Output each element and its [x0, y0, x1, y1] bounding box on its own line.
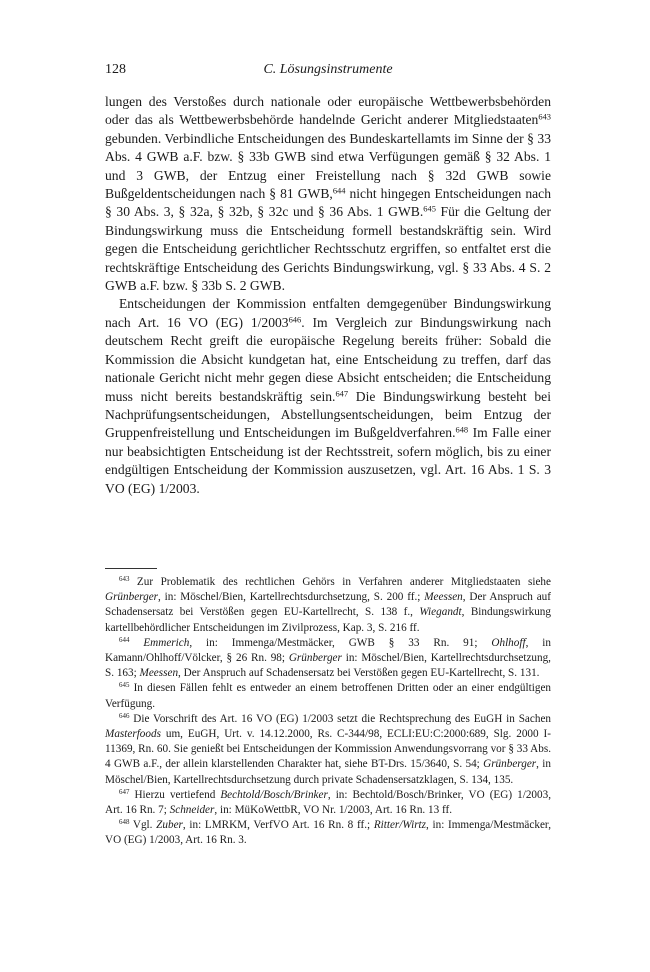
running-head: C. Lösungsinstrumente	[263, 62, 393, 77]
text-run: Hierzu vertiefend	[129, 788, 221, 801]
italic-text: Masterfoods	[105, 728, 161, 741]
text-run: , Bindungswirkung kartellbehördlicher Entscheidungen im Zivilprozess, Kap. 3, S. 216 ff.	[105, 606, 551, 634]
footnote	[105, 681, 551, 711]
text-run: , in Kamann/Ohlhoff/Völcker, § 26 Rn. 98;	[105, 636, 552, 665]
text-run: , in: LMRKM, VerfVO Art. 16 Rn. 8 ff.;	[182, 819, 374, 832]
text-run: Vgl.	[129, 819, 157, 832]
footnote-number: 648	[119, 818, 130, 827]
text-run: , in: Immenga/Mestmäcker, VO (EG) 1/2003, Art. 16 Rn. 3.	[105, 819, 552, 847]
footnote-number: 643	[119, 575, 130, 584]
italic-text: Grünberger	[483, 758, 537, 771]
footnote-ref[interactable]: 646	[288, 314, 302, 325]
text-run: Zur Problematik des rechtlichen Gehörs in Verfahren anderer Mitgliedstaaten siehe	[129, 576, 551, 588]
italic-text: Grünberger	[288, 652, 342, 665]
italic-text: Ohlhoff	[491, 636, 526, 649]
paragraph	[105, 295, 551, 497]
footnote-separator	[105, 568, 157, 569]
footnote	[105, 636, 551, 682]
text-run: nicht hingegen Entscheidungen nach § 30 Abs. 3, § 32a, § 32b, § 32c und § 36 Abs. 1 GWB.	[105, 186, 551, 220]
italic-text: Wiegandt	[419, 606, 462, 619]
footnote-ref[interactable]: 644	[332, 185, 346, 196]
text-run: um, EuGH, Urt. v. 14.12.2000, Rs. C-344/98, ECLI:EU:C:2000:689, Slg. 2000 I-11369, Rn. 60. Sie genießt bei Entscheidungen der Kommission Anwendungsvorrang vor § 33 Abs. 4 GWB a.F., der allein klarstellenden Charakter hat, siehe BT-Drs. 15/3640, S. 54;	[105, 728, 551, 771]
text-run: lungen des Verstoßes durch nationale oder europäische Wettbewerbsbehörden oder das als Wettbewerbsbehörde handelnde Gericht anderer Mitgliedstaaten	[105, 94, 551, 128]
text-run: In diesen Fällen fehlt es entweder an einem betroffenen Dritten oder an einer endgültigen Verfügung.	[105, 682, 551, 710]
italic-text: Meessen	[424, 591, 463, 604]
footnote	[105, 575, 551, 636]
footnote-ref[interactable]: 643	[538, 111, 551, 122]
footnote-ref[interactable]: 648	[455, 424, 469, 435]
italic-text: Schneider	[169, 804, 215, 817]
page-header	[105, 62, 551, 82]
text-run: gebunden. Verbindliche Entscheidungen des Bundeskartellamts im Sinne der § 33 Abs. 4 GWB a.F. bzw. § 33b GWB sind etwa Verfügungen gemäß § 32 Abs. 1 und 3 GWB, der Entzug einer Freistellung nach § 32d GWB sowie Bußgeldentscheidungen nach § 81 GWB,	[105, 130, 551, 202]
italic-text: Meessen	[139, 667, 179, 680]
text-run: Im Falle einer nur beabsichtigten Entscheidung ist der Rechtsstreit, sofern möglich, bis zu einer endgültigen Entscheidung der Kommission auszusetzen, vgl. Art. 16 Abs. 1 S. 3 VO (EG) 1/2003.	[105, 425, 551, 496]
text-run	[129, 637, 143, 649]
text-run: , Der Anspruch auf Schadensersatz bei Verstößen gegen EU-Kartellrecht, S. 131.	[178, 667, 540, 680]
italic-text: Ritter/Wirtz	[373, 819, 427, 832]
page-number: 128	[105, 62, 126, 77]
paragraph	[105, 93, 551, 295]
text-run: Die Bindungswirkung besteht bei Nachprüfungsentscheidungen, Abstellungsentscheidungen, beim Entzug der Gruppenfreistellung und Entscheidungen im Bußgeldverfahren.	[105, 388, 551, 441]
text-run: in: Möschel/Bien, Kartellrechtsdurchsetzung, S. 163;	[105, 652, 551, 680]
footnote	[105, 712, 551, 788]
footnotes	[105, 575, 551, 849]
text-run: , Der Anspruch auf Schadensersatz bei Verstößen gegen EU-Kartellrecht, S. 138 f.,	[105, 591, 552, 619]
text-run: , in: Möschel/Bien, Kartellrechtsdurchsetzung, S. 200 ff.;	[158, 591, 425, 604]
text-run: , in: MüKoWettbR, VO Nr. 1/2003, Art. 16 Rn. 13 ff.	[214, 804, 453, 817]
text-run: . Im Vergleich zur Bindungswirkung nach deutschem Recht greift die europäische Regelung bereits früher: Sobald die Kommission die Absicht kundgetan hat, eine Entscheidung zu treffen, darf das nationale Gericht nicht mehr gegen diese Absicht entscheiden; die Entscheidung muss nicht bereits bestandskräftig sein.	[105, 314, 552, 404]
text-run: Für die Geltung der Bindungswirkung muss die Entscheidung formell bestandskräftig sein. Wird gegen die Entscheidung gerichtlicher Rechtsschutz ergriffen, so entfaltet erst die rechtskräftige Entscheidung des Gerichts Bindungswirkung, vgl. § 33 Abs. 4 S. 2 GWB a.F. bzw. § 33b S. 2 GWB.	[105, 204, 551, 294]
footnote-number: 646	[119, 712, 130, 721]
footnote-number: 647	[119, 788, 130, 797]
text-run: , in: Bechtold/Bosch/Brinker, VO (EG) 1/2003, Art. 16 Rn. 7;	[105, 788, 551, 817]
text-run: Die Vorschrift des Art. 16 VO (EG) 1/2003 setzt die Rechtsprechung des EuGH in Sachen	[129, 712, 551, 725]
italic-text: Zuber	[156, 819, 183, 832]
footnote-ref[interactable]: 645	[423, 203, 436, 214]
text-run: , in: Immenga/Mestmäcker, GWB § 33 Rn. 91;	[189, 636, 492, 649]
italic-text: Bechtold/Bosch/Brinker	[220, 788, 328, 801]
text-run: Entscheidungen der Kommission entfalten demgegenüber Bindungswirkung nach Art. 16 VO (EG) 1/2003	[105, 296, 551, 330]
footnote-number: 644	[119, 636, 130, 644]
main-text	[105, 93, 551, 498]
italic-text: Grünberger	[105, 591, 159, 604]
footnote	[105, 818, 551, 848]
italic-text: Emmerich	[143, 636, 190, 649]
text-run: , in Möschel/Bien, Kartellrechtsdurchsetzung durch private Schadensersatzklagen, S. 134, 135.	[105, 758, 552, 786]
footnote	[105, 788, 551, 818]
footnote-number: 645	[119, 681, 130, 690]
footnote-ref[interactable]: 647	[335, 387, 349, 398]
